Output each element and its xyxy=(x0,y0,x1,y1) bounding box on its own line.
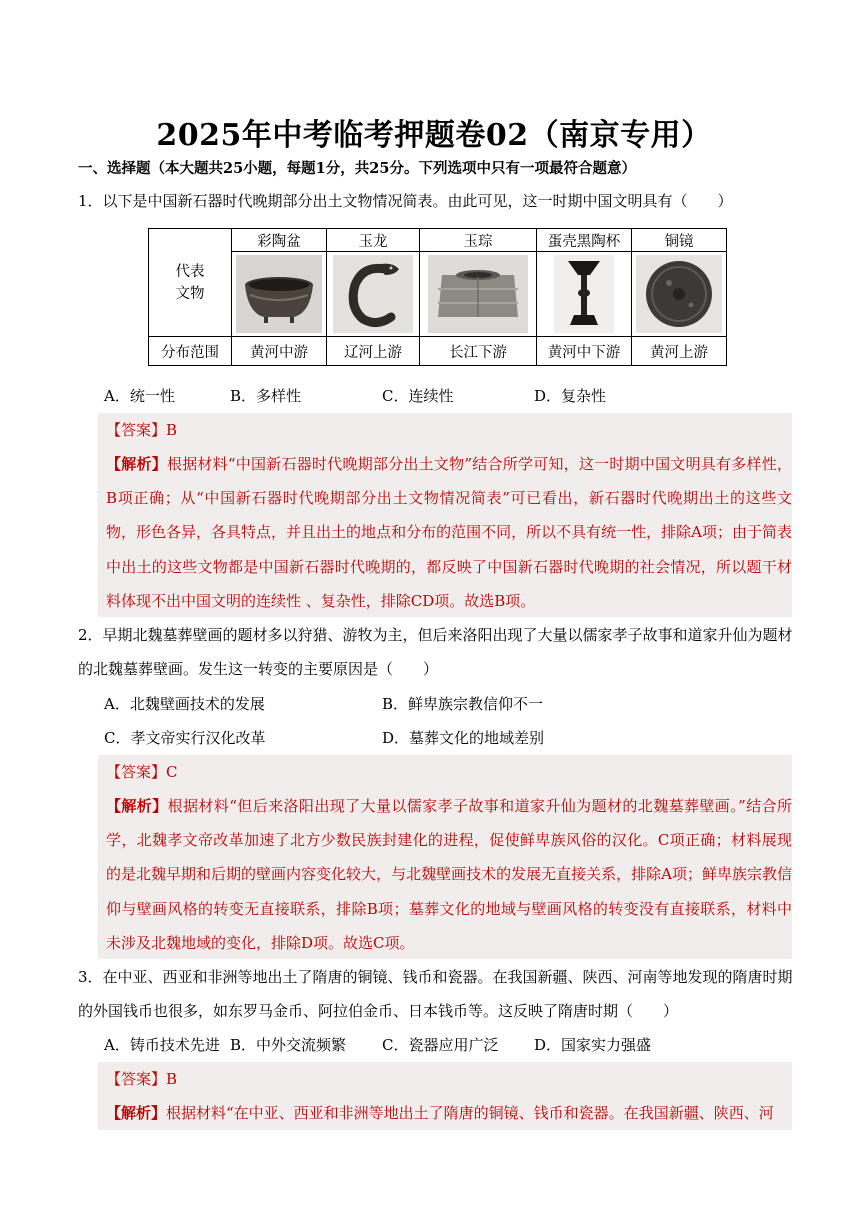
relic-region: 辽河上游 xyxy=(327,337,420,366)
distribution-label: 分布范围 xyxy=(149,337,232,366)
q2-answer-box xyxy=(98,755,792,959)
jade-cong-icon xyxy=(428,255,528,333)
q3-option-b[interactable]: B．中外交流频繁 xyxy=(230,1036,347,1054)
q1-answer: 【答案】B xyxy=(106,421,178,439)
question-2-stem: 2．早期北魏墓葬壁画的题材多以狩猎、游牧为主，但后来洛阳出现了大量以儒家孝子故事和道家升仙为题材的北魏墓葬壁画。发生这一转变的主要原因是（ ） xyxy=(78,626,793,678)
q3-answer: 【答案】B xyxy=(106,1070,178,1088)
q2-answer: 【答案】C xyxy=(106,763,178,781)
relic-region: 黄河上游 xyxy=(632,337,727,366)
relics-table xyxy=(148,228,727,366)
relic-name: 玉龙 xyxy=(327,229,420,252)
question-3-stem: 3．在中亚、西亚和非洲等地出土了隋唐的铜镜、钱币和瓷器。在我国新疆、陕西、河南等地发现的隋唐时期的外国钱币也很多，如东罗马金币、阿拉伯金币、日本钱币等。这反映了隋唐时期（ ） xyxy=(78,968,793,1020)
relic-image-cell xyxy=(420,252,537,337)
q1-option-d[interactable]: D．复杂性 xyxy=(534,387,607,405)
relic-image-cell xyxy=(232,252,327,337)
q3-option-c[interactable]: C．瓷器应用广泛 xyxy=(382,1036,499,1054)
q2-option-b[interactable]: B．鲜卑族宗教信仰不一 xyxy=(382,695,544,713)
relic-name: 蛋壳黑陶杯 xyxy=(537,229,632,252)
bronze-mirror-icon xyxy=(636,255,722,333)
q2-analysis: 【解析】根据材料“但后来洛阳出现了大量以儒家孝子故事和道家升仙为题材的北魏墓葬壁画。”结合所学，北魏孝文帝改革加速了北方少数民族封建化的进程，促使鲜卑族风俗的汉化。C项正确；材料展现的是北魏早期和后期的壁画内容变化较大，与北魏壁画技术的发展无直接关系，排除A项；鲜卑族宗教信仰与壁画风格的转变无直接联系，排除B项；墓葬文化的地域与壁画风格的转变没有直接联系，材料中未涉及北魏地域的变化，排除D项。故选C项。 xyxy=(106,797,792,952)
jade-dragon-icon xyxy=(333,255,413,333)
relic-name: 玉琮 xyxy=(420,229,537,252)
relic-region: 长江下游 xyxy=(420,337,537,366)
q3-analysis: 【解析】根据材料“在中亚、西亚和非洲等地出土了隋唐的铜镜、钱币和瓷器。在我国新疆、陕西、河 xyxy=(106,1104,774,1122)
q1-option-b[interactable]: B．多样性 xyxy=(230,387,302,405)
relics-row-label: 代表文物 xyxy=(149,229,232,337)
relic-name: 铜镜 xyxy=(632,229,727,252)
q1-option-a[interactable]: A．统一性 xyxy=(104,387,175,405)
page-title: 2025年中考临考押题卷02（南京专用） xyxy=(156,118,712,153)
relic-region: 黄河中下游 xyxy=(537,337,632,366)
q2-option-a[interactable]: A．北魏壁画技术的发展 xyxy=(104,695,265,713)
painted-pottery-basin-icon xyxy=(236,255,322,333)
eggshell-black-pottery-cup-icon xyxy=(554,255,614,333)
q3-option-d[interactable]: D．国家实力强盛 xyxy=(534,1036,652,1054)
relic-image-cell xyxy=(327,252,420,337)
relic-region: 黄河中游 xyxy=(232,337,327,366)
q1-answer-box xyxy=(98,413,792,617)
q3-option-a[interactable]: A．铸币技术先进 xyxy=(104,1036,220,1054)
relic-image-cell xyxy=(537,252,632,337)
question-1-stem: 1．以下是中国新石器时代晚期部分出土文物情况简表。由此可见，这一时期中国文明具有（ ） xyxy=(78,192,733,210)
q2-option-c[interactable]: C．孝文帝实行汉化改革 xyxy=(104,729,266,747)
q1-analysis: 【解析】根据材料“中国新石器时代晚期部分出土文物”结合所学可知，这一时期中国文明具有多样性，B项正确；从“中国新石器时代晚期部分出土文物情况简表”可已看出，新石器时代晚期出土的这些文物，形色各异，各具特点，并且出土的地点和分布的范围不同，所以不具有统一性，排除A项；由于简表中出土的这些文物都是中国新石器时代晚期的，都反映了中国新石器时代晚期的社会情况，所以题干材料体现不出中国文明的连续性 、复杂性，排除CD项。故选B项。 xyxy=(106,455,792,610)
relic-name: 彩陶盆 xyxy=(232,229,327,252)
section-heading: 一、选择题（本大题共25小题，每题1分，共25分。下列选项中只有一项最符合题意） xyxy=(78,160,636,177)
relic-image-cell xyxy=(632,252,727,337)
q3-answer-box xyxy=(98,1062,792,1130)
q1-option-c[interactable]: C．连续性 xyxy=(382,387,454,405)
q2-option-d[interactable]: D．墓葬文化的地域差别 xyxy=(382,729,545,747)
